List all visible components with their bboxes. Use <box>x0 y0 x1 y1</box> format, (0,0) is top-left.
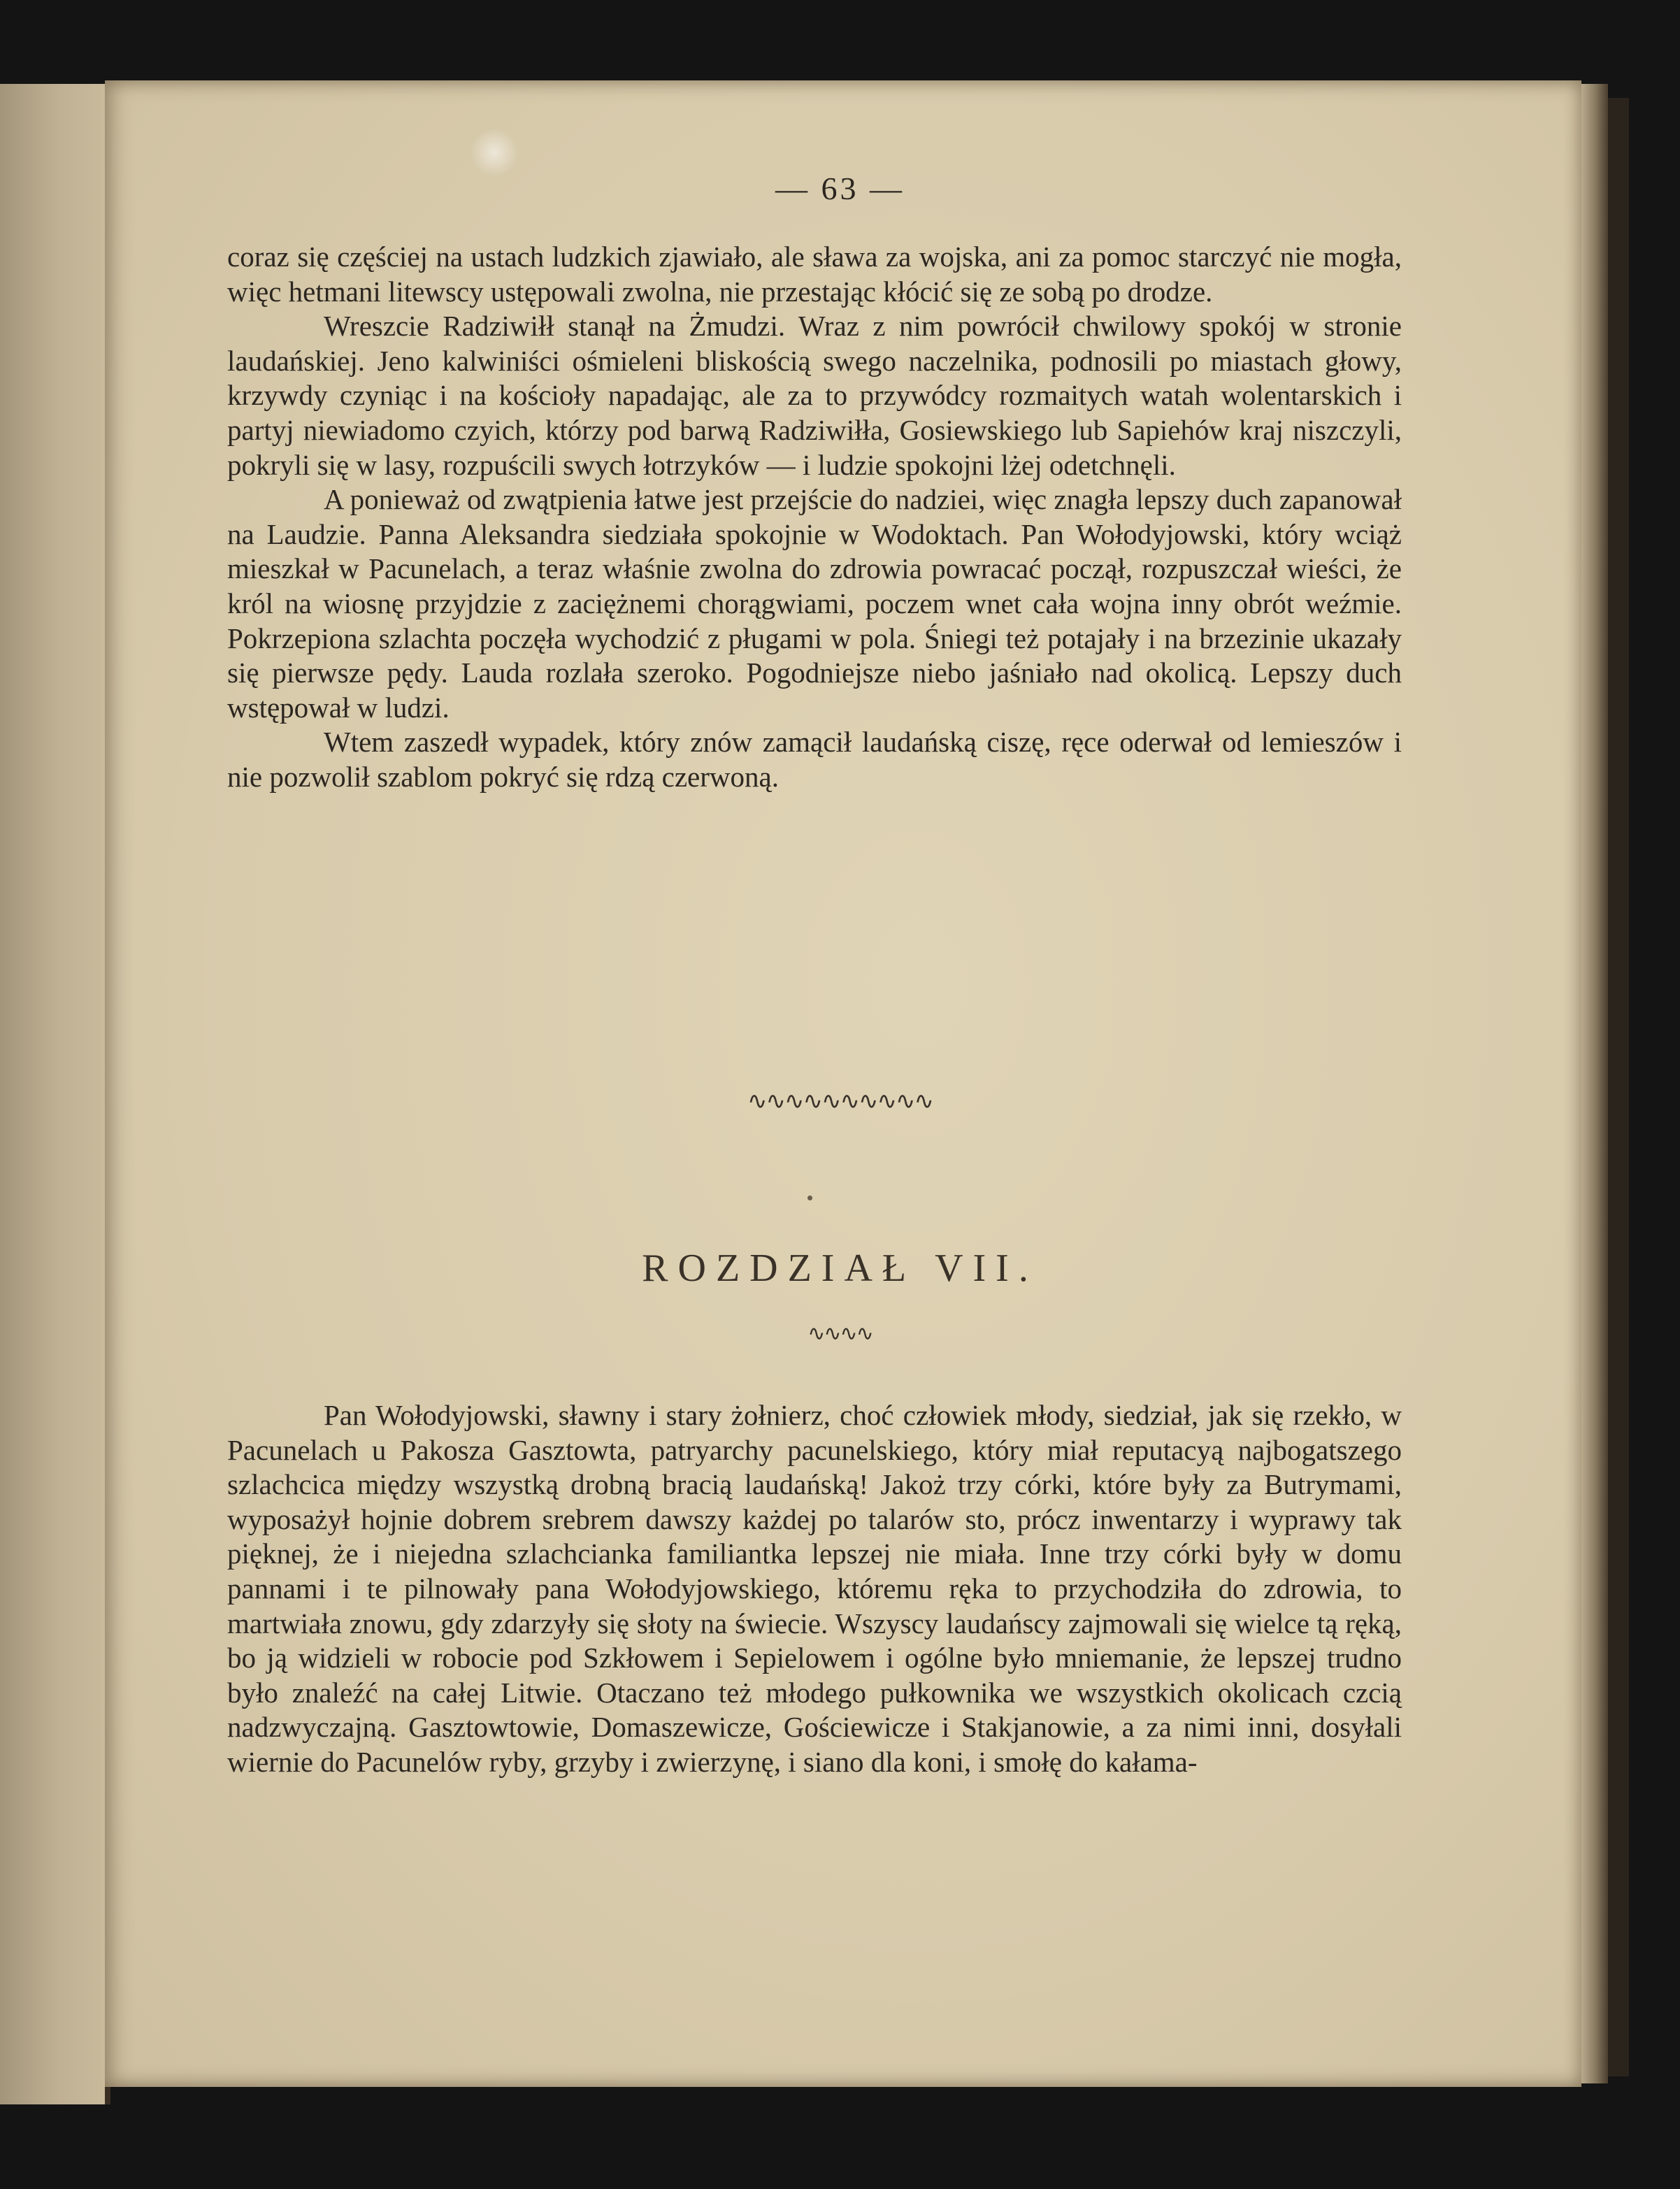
body-text-before <box>227 240 1402 795</box>
page-number: — 63 — <box>775 171 905 206</box>
paragraph-5: Pan Wołodyjowski, sławny i stary żołnierz, choć człowiek młody, siedział, jak się rzekło, w Pacunelach u Pakosza Gasztowta, patryarchy pacunelskiego, który miał reputacyą najbogatszego szlachcica między wszystką drobną bracią laudańską! Jakoż trzy córki, które były za Butrymami, wyposażył hojnie dobrem srebrem dawszy każdej po talarów sto, prócz inwentarzy i wyprawy tak pięknej, że i niejedna szlachcianka familiantka lepszej nie miała. Inne trzy córki były w domu pannami i te pilnowały pana Wołodyjowskiego, któremu ręka to przychodziła do zdrowia, to martwiała znowu, gdy zdarzyły się słoty na świecie. Wszyscy laudańscy zajmowali się wielce tą ręką, bo ją widzieli w robocie pod Szkłowem i Sepielowem i ogólne było mniemanie, że lepszej trudno było znaleźć na całej Litwie. Otaczano też młodego pułkownika we wszystkich okolicach czcią nadzwyczajną. Gasztowtowie, Domaszewicze, Gościewicze i Stakjanowie, a za nimi inni, dosyłali wiernie do Pacunelów ryby, grzyby i zwierzynę, i siano dla koni, i smołę do kałama- <box>227 1399 1402 1778</box>
paragraph-1: coraz się częściej na ustach ludzkich zjawiało, ale sława za wojska, ani za pomoc starczyć nie mogła, więc hetmani litewscy ustępowali zwolna, nie przestając kłócić się ze sobą po drodze. <box>227 241 1402 308</box>
ornament-divider-bottom: ∿∿∿∿ <box>807 1321 873 1346</box>
body-text-after <box>227 1398 1402 1780</box>
paragraph-4: Wtem zaszedł wypadek, który znów zamącił laudańską ciszę, ręce oderwał od lemieszów i nie pozwolił szablom pokryć się rdzą czerwoną. <box>227 726 1402 793</box>
ornament-divider-top: ∿∿∿∿∿∿∿∿∿∿ <box>747 1087 933 1115</box>
ornament-dot <box>807 1196 812 1200</box>
paragraph-2: Wreszcie Radziwiłł stanął na Żmudzi. Wraz z nim powrócił chwilowy spokój w stronie laudańskiej. Jeno kalwiniści ośmieleni bliskością swego naczelnika, podnosili po miastach głowy, krzywdy czyniąc i na kościoły napadając, ale za to przywódcy rozmaitych watah wolentarskich i partyj niewiadomo czyich, którzy pod barwą Radziwiłła, Gosiewskiego lub Sapiehów kraj niszczyli, pokryli się w lasy, rozpuścili swych łotrzyków — i ludzie spokojni lżej odetchnęli. <box>227 310 1402 481</box>
paragraph-3: A ponieważ od zwątpienia łatwe jest przejście do nadziei, więc znagła lepszy duch zapanował na Laudzie. Panna Aleksandra siedziała spokojnie w Wodoktach. Pan Wołodyjowski, który wciąż mieszkał w Pacunelach, a teraz właśnie zwolna do zdrowia powracać począł, rozpuszczał wieści, że król na wiosnę przyjdzie z zaciężnemi chorągwiami, poczem wnet cała wojna inny obrót weźmie. Pokrzepiona szlachta poczęła wychodzić z pługami w pola. Śniegi też potajały i na brzezinie ukazały się pierwsze pędy. Lauda rozlała szeroko. Pogodniejsze niebo jaśniało nad okolicą. Lepszy duch wstępował w ludzi. <box>227 483 1402 724</box>
chapter-title: ROZDZIAŁ VII. <box>642 1247 1038 1290</box>
page-stack-edge <box>1581 84 1608 2083</box>
